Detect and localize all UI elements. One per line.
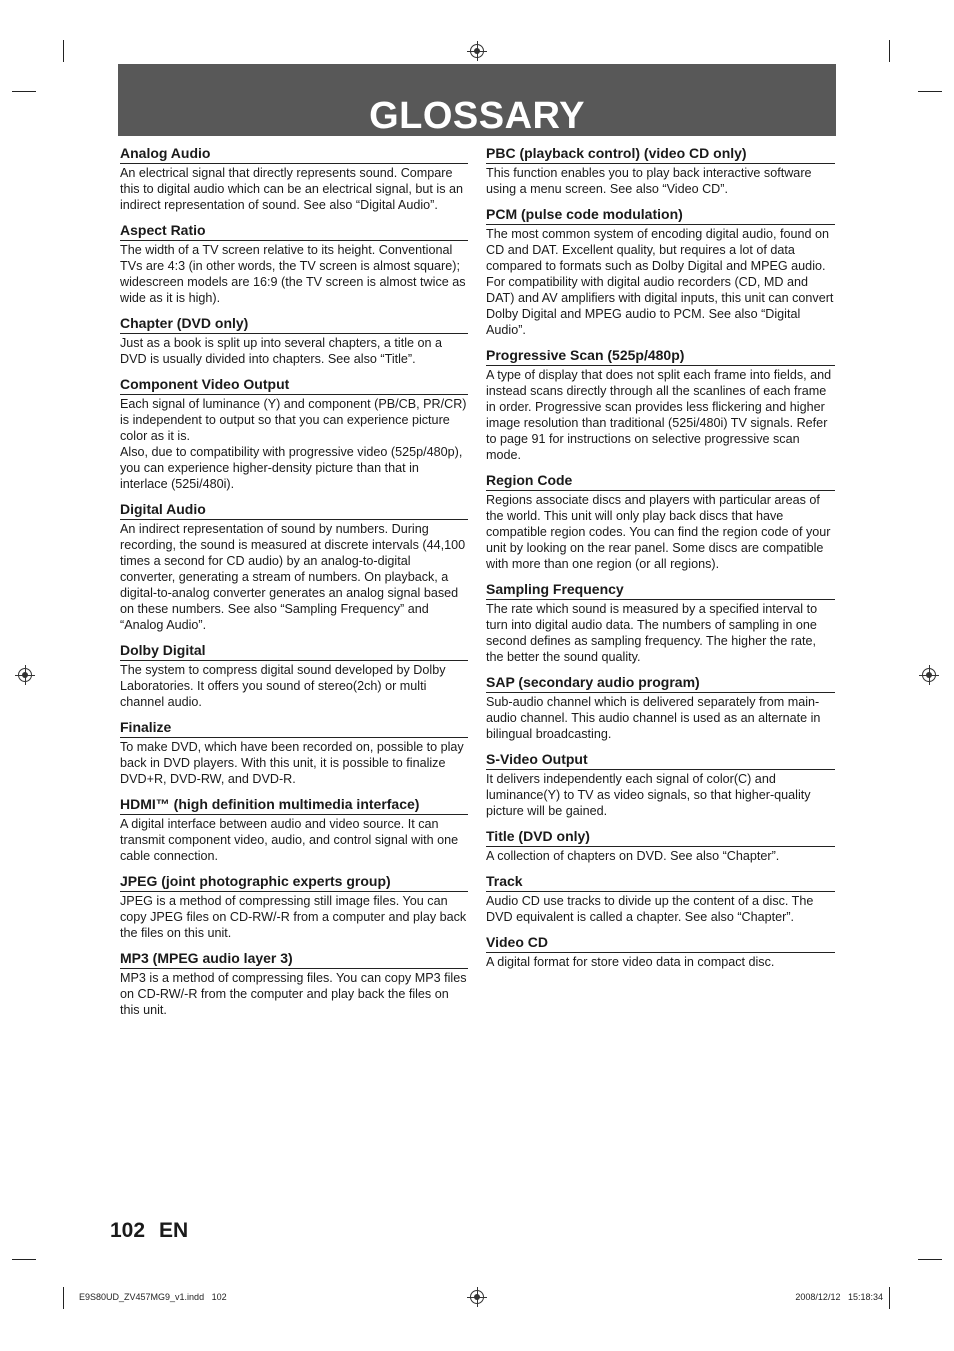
glossary-entry [486,828,835,864]
title-banner [118,64,836,136]
glossary-entry [120,642,468,710]
glossary-term: Analog Audio [120,145,468,164]
glossary-term: Video CD [486,934,835,953]
glossary-entry [486,674,835,742]
glossary-definition: The most common system of encoding digital audio, found on CD and DAT. Excellent quality, but requires a lot of data compared to formats such as Dolby Digital and MPEG audio. For compatibility with digital audio recorders (CD, MD and DAT) and AV amplifiers with digital inputs, this unit can convert Dolby Digital and MPEG audio to PCM. See also “Digital Audio”. [486,227,834,337]
registration-mark-icon [18,668,32,682]
crop-mark [63,1287,64,1309]
glossary-term: Region Code [486,472,835,491]
glossary-definition: It delivers independently each signal of color(C) and luminance(Y) to TV as video signals, so that higher-quality picture will be gained. [486,772,811,818]
crop-mark [12,1259,36,1260]
glossary-definition: MP3 is a method of compressing files. You can copy MP3 files on CD-RW/-R from the computer and play back the files on this unit. [120,971,467,1017]
glossary-definition: The rate which sound is measured by a specified interval to turn into digital audio data. The numbers of sampling in one second defines as sampling frequency. The higher the rate, the better the sound quality. [486,602,818,664]
glossary-definition: A digital format for store video data in compact disc. [486,955,775,969]
glossary-term: Component Video Output [120,376,468,395]
crop-mark [63,40,64,62]
glossary-entry [486,145,835,197]
glossary-entry [486,873,835,925]
glossary-definition: An indirect representation of sound by numbers. During recording, the sound is measured at discrete intervals (44,100 times a second for CD audio) by an analog-to-digital converter, generating a stream of numbers. On playback, a digital-to-analog converter generates an analog signal based on these numbers. See also “Sampling Frequency” and “Analog Audio”. [120,522,466,632]
glossary-term: JPEG (joint photographic experts group) [120,873,468,892]
glossary-term: Title (DVD only) [486,828,835,847]
glossary-entry [486,206,835,338]
crop-mark [918,91,942,92]
glossary-entry [120,376,468,492]
glossary-entry [120,222,468,306]
glossary-definition: This function enables you to play back interactive software using a menu screen. See also “Video CD”. [486,166,812,196]
glossary-term: Track [486,873,835,892]
glossary-term: SAP (secondary audio program) [486,674,835,693]
glossary-entry [120,873,468,941]
glossary-entry [120,796,468,864]
glossary-definition: JPEG is a method of compressing still image files. You can copy JPEG files on CD-RW/-R from a computer and play back the files on this unit. [120,894,467,940]
glossary-column-right [486,145,835,970]
glossary-entry [120,315,468,367]
glossary-definition: A digital interface between audio and video source. It can transmit component video, audio, and control signal with one cable connection. [120,817,459,863]
glossary-definition: A type of display that does not split each frame into fields, and instead scans directly through all the scanlines of each frame in order. Progressive scan provides less flickering and higher image resolution than traditional (525i/480i) TV signals. Refer to page 91 for instructions on selective progressive scan mode. [486,368,832,462]
glossary-term: Progressive Scan (525p/480p) [486,347,835,366]
glossary-entry [486,347,835,463]
page-number [110,1219,188,1243]
crop-mark [889,1287,890,1309]
glossary-term: S-Video Output [486,751,835,770]
glossary-column-left [120,145,468,1018]
glossary-definition: Regions associate discs and players with particular areas of the world. This unit will only play back discs that have compatible region codes. You can find the region code of your unit by looking on the rear panel. Some discs are compatible with more than one region (or all regions). [486,493,831,571]
registration-mark-icon [922,668,936,682]
glossary-entry [120,719,468,787]
crop-mark [12,91,36,92]
glossary-entry [486,472,835,572]
glossary-term: Finalize [120,719,468,738]
glossary-definition: Sub-audio channel which is delivered separately from main-audio channel. This audio channel is used as an alternate in bilingual broadcasting. [486,695,821,741]
registration-mark-icon [470,1290,484,1304]
page-number-value: 102 [110,1219,146,1242]
glossary-entry [120,501,468,633]
glossary-term: Chapter (DVD only) [120,315,468,334]
glossary-term: Sampling Frequency [486,581,835,600]
glossary-entry [486,934,835,970]
page-title: GLOSSARY [369,95,585,137]
glossary-entry [120,950,468,1018]
glossary-term: Digital Audio [120,501,468,520]
glossary-entry [486,751,835,819]
glossary-definition: An electrical signal that directly represents sound. Compare this to digital audio which can be an electrical signal, but is an indirect representation of sound. See also “Digital Audio”. [120,166,464,212]
glossary-definition: The system to compress digital sound developed by Dolby Laboratories. It offers you sound of stereo(2ch) or multi channel audio. [120,663,446,709]
registration-mark-icon [470,44,484,58]
footer-file: E9S80UD_ZV457MG9_v1.indd 102 [79,1292,227,1302]
glossary-definition: Audio CD use tracks to divide up the content of a disc. The DVD equivalent is called a chapter. See also “Chapter”. [486,894,814,924]
glossary-definition: To make DVD, which have been recorded on, possible to play back in DVD players. With this unit, it is possible to finalize DVD+R, DVD-RW, and DVD-R. [120,740,464,786]
glossary-term: PBC (playback control) (video CD only) [486,145,835,164]
crop-mark [889,40,890,62]
page-language: EN [159,1219,189,1242]
glossary-term: HDMI™ (high definition multimedia interface) [120,796,468,815]
glossary-definition: A collection of chapters on DVD. See also “Chapter”. [486,849,780,863]
crop-mark [918,1259,942,1260]
glossary-term: MP3 (MPEG audio layer 3) [120,950,468,969]
glossary-definition: The width of a TV screen relative to its height. Conventional TVs are 4:3 (in other words, the TV screen is almost square); widescreen models are 16:9 (the TV screen is almost twice as wide as it is high). [120,243,466,305]
glossary-term: Dolby Digital [120,642,468,661]
glossary-term: Aspect Ratio [120,222,468,241]
glossary-entry [120,145,468,213]
glossary-definition: Each signal of luminance (Y) and component (PB/CB, PR/CR) is independent to output so that you can experience picture color as it is. Also, due to compatibility with progressive video (525p/480p), you can experience higher-density picture than that in interlace (525i/480i). [120,397,467,491]
glossary-term: PCM (pulse code modulation) [486,206,835,225]
glossary-definition: Just as a book is split up into several chapters, a title on a DVD is usually divided into chapters. See also “Title”. [120,336,443,366]
footer-timestamp: 2008/12/12 15:18:34 [795,1292,883,1302]
glossary-entry [486,581,835,665]
